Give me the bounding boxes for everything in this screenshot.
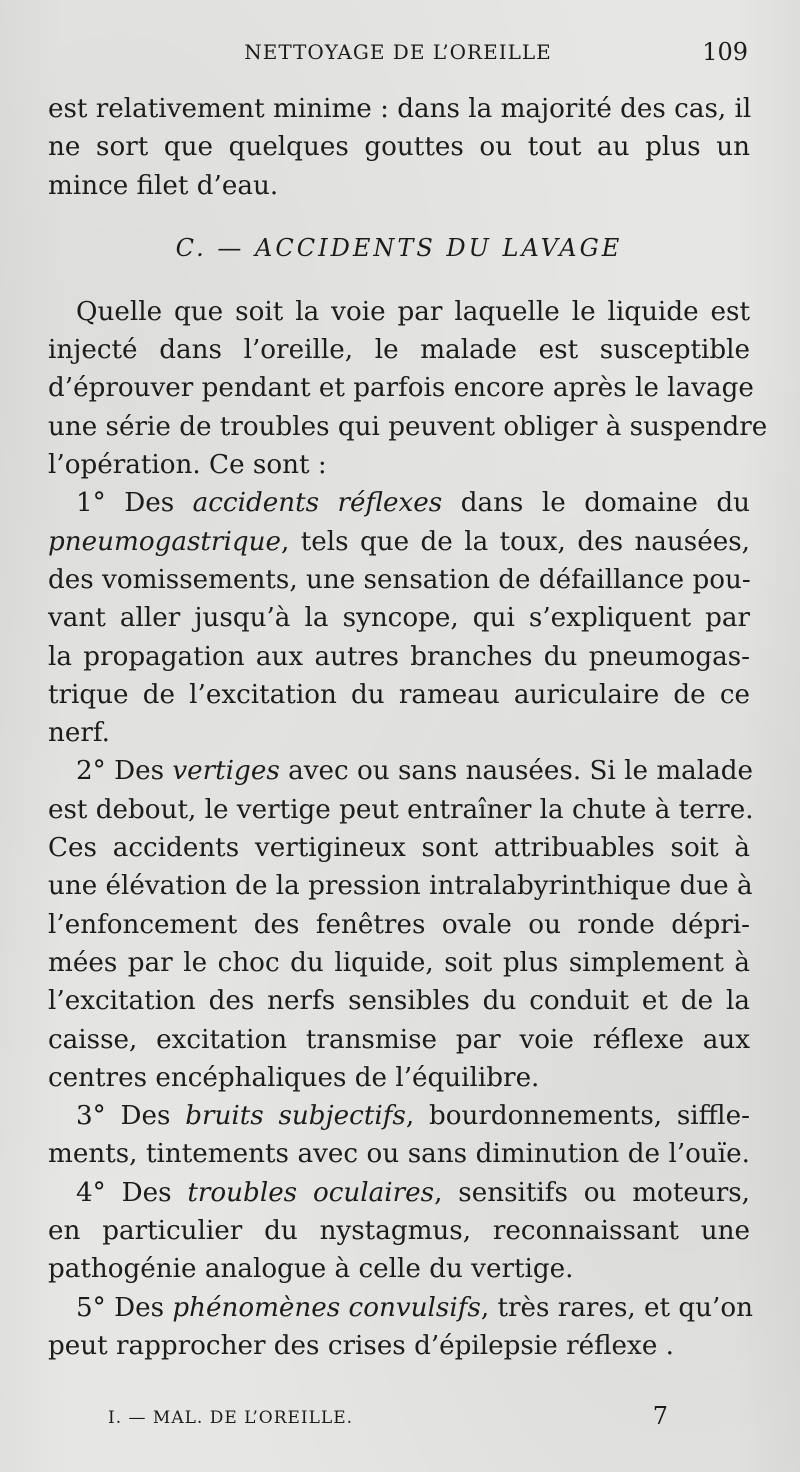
list-item-first-line [48, 1289, 753, 1327]
text-line: mées par le choc du liquide, soit plus simplement à [48, 947, 750, 978]
item-term: bruits subjectifs [185, 1101, 406, 1132]
list-item-first-line [48, 752, 754, 790]
list-item-first-line [48, 1097, 750, 1135]
text-line: l’enfoncement des fenêtres ovale ou ronde dépri- [48, 909, 750, 940]
item-text: , sensitifs ou moteurs, [434, 1177, 750, 1208]
text-line: mince filet d’eau. [48, 170, 279, 201]
item-number: 2° Des [76, 756, 173, 787]
text-line: peut rapprocher des crises d’épilepsie réflexe . [48, 1330, 674, 1361]
item-number: 5° Des [76, 1292, 173, 1323]
running-title: NETTOYAGE DE L’OREILLE [244, 40, 552, 64]
text-line: l’excitation des nerfs sensibles du conduit et de la [48, 986, 750, 1017]
section-heading: C. — ACCIDENTS DU LAVAGE [175, 233, 623, 262]
signature-mark: I. — MAL. DE L’OREILLE. [108, 1408, 354, 1428]
body-text [48, 90, 768, 1365]
page-footer [108, 1402, 668, 1432]
text-line: en particulier du nystagmus, reconnaissant une [48, 1216, 750, 1247]
item-term: troubles oculaires [187, 1177, 435, 1208]
item-number: 4° Des [76, 1177, 188, 1208]
text-line: injecté dans l’oreille, le malade est susceptible [48, 335, 750, 366]
text-line: nerf. [48, 718, 110, 749]
text-line: centres encéphaliques de l’équilibre. [48, 1062, 540, 1093]
signature-number: 7 [652, 1402, 668, 1430]
text-line: est relativement minime : dans la majorité des cas, il [48, 94, 752, 124]
item-text: avec ou sans nausées. Si le malade [279, 756, 754, 787]
item-text: , très rares, et qu’on [480, 1292, 753, 1323]
text-line: ne sort que quelques gouttes ou tout au plus un [48, 132, 750, 163]
item-term: accidents réflexes [192, 488, 443, 519]
text-line [48, 523, 750, 561]
text-line: une élévation de la pression intralabyrinthique due à [48, 871, 753, 902]
page-number: 109 [702, 38, 748, 66]
item-term: vertiges [172, 756, 280, 787]
item-text: , tels que de la toux, des nausées, [280, 526, 750, 557]
text-line: vant aller jusqu’à la syncope, qui s’expliquent par [48, 603, 750, 634]
text-line: des vomissements, une sensation de défaillance pou- [48, 564, 751, 595]
item-text: , bourdonnements, siffle- [405, 1101, 750, 1132]
item-number: 1° Des [76, 488, 193, 519]
text-line: une série de troubles qui peuvent obliger à suspendre [48, 411, 768, 442]
running-head [48, 38, 748, 68]
text-line: Ces accidents vertigineux sont attribuables soit à [48, 833, 750, 864]
list-item-first-line [48, 484, 750, 522]
item-term: phénomènes convulsifs [172, 1292, 481, 1323]
item-text: dans le domaine du [442, 488, 751, 519]
text-line: l’opération. Ce sont : [48, 450, 327, 481]
text-line: ments, tintements avec ou sans diminution de l’ouïe. [48, 1139, 750, 1170]
text-line: est debout, le vertige peut entraîner la chute à terre. [48, 794, 754, 825]
text-line: pathogénie analogue à celle du vertige. [48, 1254, 574, 1285]
text-line: Quelle que soit la voie par laquelle le liquide est [76, 296, 750, 327]
text-line: caisse, excitation transmise par voie réflexe aux [48, 1024, 750, 1055]
item-number: 3° Des [76, 1101, 186, 1132]
text-line: trique de l’excitation du rameau auriculaire de ce [48, 679, 750, 710]
text-line: la propagation aux autres branches du pneumogas- [48, 641, 750, 672]
item-term: pneumogastrique [48, 526, 281, 557]
text-line: d’éprouver pendant et parfois encore après le lavage [48, 373, 754, 404]
list-item-first-line [48, 1174, 750, 1212]
